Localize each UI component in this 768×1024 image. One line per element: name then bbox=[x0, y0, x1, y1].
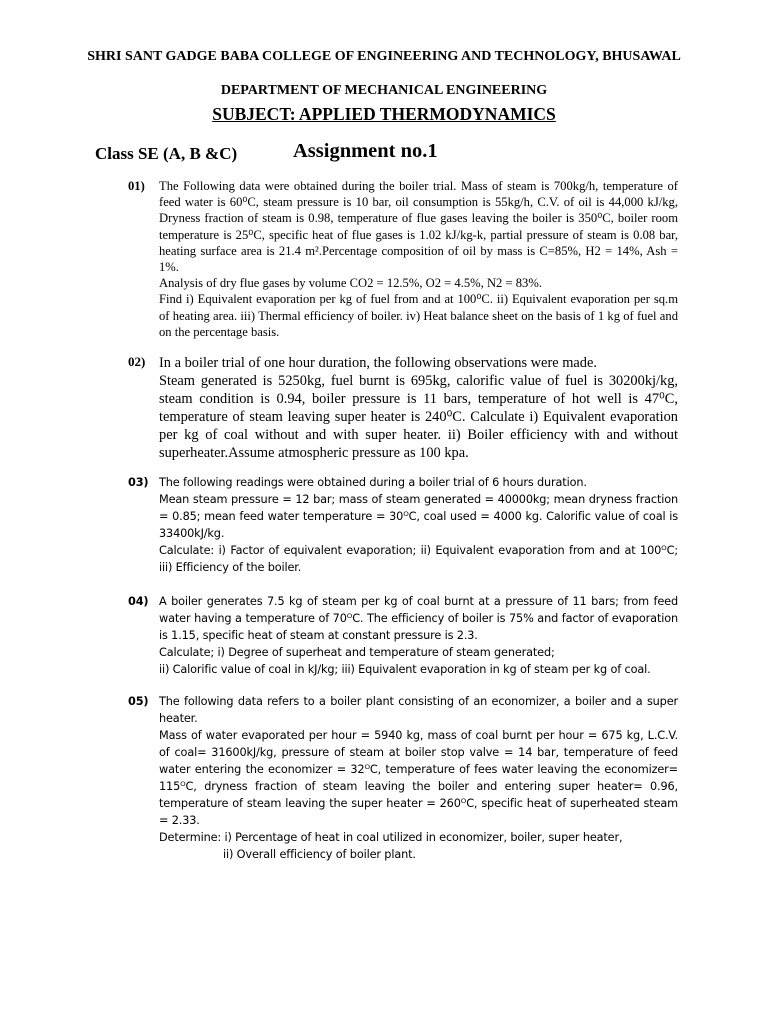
question-text: ii) Calorific value of coal in kJ/kg; iii) Equivalent evaporation in kg of steam per kg of coal. bbox=[159, 663, 651, 676]
question-text: ii) Overall efficiency of boiler plant. bbox=[223, 848, 416, 861]
question-body bbox=[159, 178, 678, 340]
question-text: A boiler generates 7.5 kg of steam per kg of coal burnt at a pressure of 11 bars; from feed water having a temperature of 70ᴼC. The efficiency of boiler is 75% and factor of evaporation is 1.15, specific heat of steam at constant pressure is 2.3. bbox=[159, 595, 678, 642]
subject-title: SUBJECT: APPLIED THERMODYNAMICS bbox=[212, 104, 556, 124]
question-number: 04) bbox=[128, 595, 149, 608]
question-number: 05) bbox=[128, 695, 149, 708]
question-text: In a boiler trial of one hour duration, the following observations were made. bbox=[159, 355, 597, 371]
question-body bbox=[159, 693, 678, 863]
class-label: Class SE (A, B &C) bbox=[95, 144, 238, 163]
question-number: 01) bbox=[128, 179, 145, 193]
question-text: Steam generated is 5250kg, fuel burnt is 695kg, calorific value of fuel is 30200kj/kg, steam condition is 0.94, boiler pressure is 11 bars, temperature of hot well is 47⁰C, temperature of steam leaving super heater is 240⁰C. Calculate i) Equivalent evaporation per kg of coal without and with super heater. ii) Boiler efficiency with and without superheater.Assume atmospheric pressure as 100 kpa. bbox=[159, 373, 678, 461]
question-text: Mean steam pressure = 12 bar; mass of steam generated = 40000kg; mean dryness fraction = 0.85; mean feed water temperature = 30ᴼC, coal used = 4000 kg. Calorific value of coal is 33400kJ/kg. bbox=[159, 493, 678, 540]
question-text: The following data refers to a boiler plant consisting of an economizer, a boiler and a super heater. bbox=[159, 695, 678, 725]
question-body bbox=[159, 474, 678, 576]
question-body bbox=[159, 354, 678, 462]
question-text: The Following data were obtained during the boiler trial. Mass of steam is 700kg/h, temperature of feed water is 60⁰C, steam pressure is 10 bar, oil consumption is 55kg/h, C.V. of oil is 44,000 kJ/kg, Dryness fraction of steam is 0.98, temperature of flue gases leaving the boiler is 350⁰C, boiler room temperature is 25⁰C, specific heat of flue gases is 1.02 kJ/kg-k, partial pressure of steam is 0.08 bar, heating surface area is 21.4 m².Percentage composition of oil by mass is C=85%, H2 = 14%, Ash = 1%. bbox=[159, 179, 678, 275]
question-number: 03) bbox=[128, 476, 149, 489]
assignment-title: Assignment no.1 bbox=[293, 140, 438, 162]
question-text: Mass of water evaporated per hour = 5940 kg, mass of coal burnt per hour = 675 kg, L.C.V. of coal= 31600kJ/kg, pressure of steam at boiler stop valve = 14 bar, temperature of feed water entering the economizer = 32ᴼC, temperature of fees water leaving the economizer= 115ᴼC, dryness fraction of steam leaving the boiler and entering super heater= 0.96, temperature of steam leaving the super heater = 260ᴼC, specific heat of superheated steam = 2.33. bbox=[159, 729, 678, 827]
question-text: Calculate: i) Factor of equivalent evaporation; ii) Equivalent evaporation from and at 100ᴼC; iii) Efficiency of the boiler. bbox=[159, 544, 678, 574]
question-number: 02) bbox=[128, 354, 146, 369]
department-name: DEPARTMENT OF MECHANICAL ENGINEERING bbox=[220, 83, 548, 98]
question-text: Analysis of dry flue gases by volume CO2 = 12.5%, O2 = 4.5%, N2 = 83%. bbox=[159, 276, 542, 291]
question-text: The following readings were obtained during a boiler trial of 6 hours duration. bbox=[159, 476, 587, 489]
question-text: Determine: i) Percentage of heat in coal utilized in economizer, boiler, super heater, bbox=[159, 831, 623, 844]
question-text: Find i) Equivalent evaporation per kg of fuel from and at 100⁰C. ii) Equivalent evaporation per sq.m of heating area. iii) Thermal efficiency of boiler. iv) Heat balance sheet on the basis of 1 kg of fuel and on the percentage basis. bbox=[159, 292, 678, 339]
college-name: SHRI SANT GADGE BABA COLLEGE OF ENGINEERING AND TECHNOLOGY, BHUSAWAL bbox=[87, 49, 681, 64]
question-text: Calculate; i) Degree of superheat and temperature of steam generated; bbox=[159, 646, 555, 659]
question-body bbox=[159, 593, 678, 678]
